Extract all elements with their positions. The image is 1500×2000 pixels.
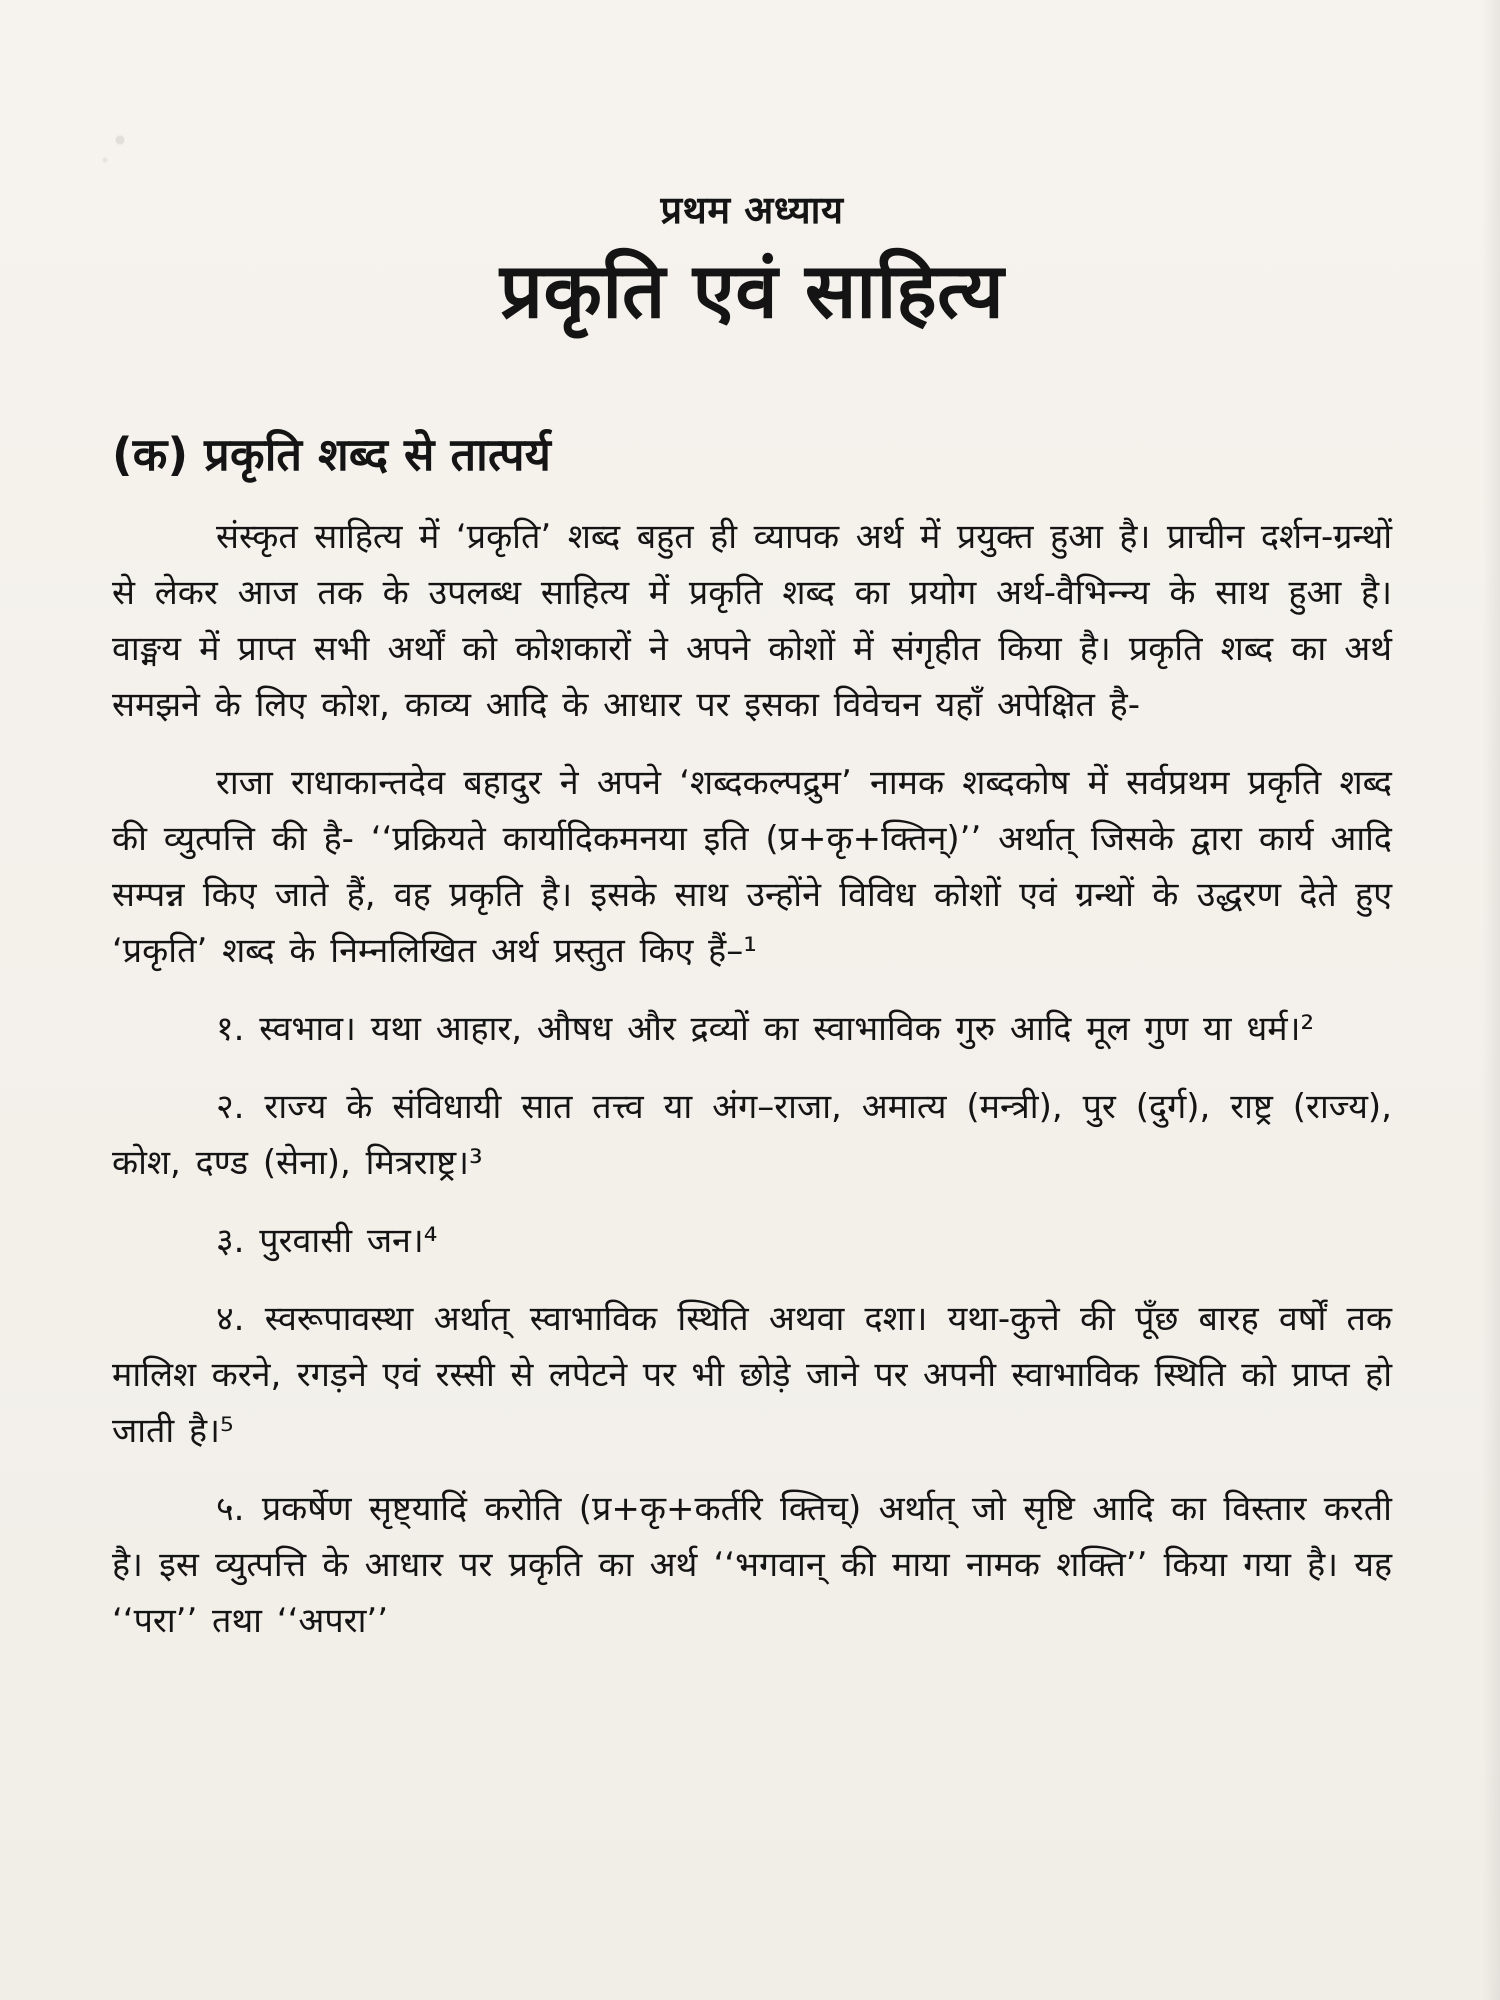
section-heading: (क) प्रकृति शब्द से तात्पर्य [112, 427, 552, 481]
page-edge-shadow [1482, 0, 1500, 2000]
meaning-item-4: ४. स्वरूपावस्था अर्थात् स्वाभाविक स्थिति अथवा दशा। यथा-कुत्ते की पूँछ बारह वर्षों तक मालिश करने, रगड़ने एवं रस्सी से लपेटने पर भी छोड़े जाने पर अपनी स्वाभाविक स्थिति को प्राप्त हो जाती है।⁵ [112, 1299, 1392, 1452]
chapter-label: प्रथम अध्याय [660, 188, 844, 232]
paragraph-intro: संस्कृत साहित्य में ‘प्रकृति’ शब्द बहुत ही व्यापक अर्थ में प्रयुक्त हुआ है। प्राचीन दर्शन-ग्रन्थों से लेकर आज तक के उपलब्ध साहित्य में प्रकृति शब्द का प्रयोग अर्थ-वैभिन्न्य के साथ हुआ है। वाङ्मय में प्राप्त सभी अर्थों को कोशकारों ने अपने कोशों में संगृहीत किया है। प्रकृति शब्द का अर्थ समझने के लिए कोश, काव्य आदि के आधार पर इसका विवेचन यहाँ अपेक्षित है- [112, 517, 1392, 726]
chapter-title: प्रकृति एवं साहित्य [499, 245, 1005, 335]
paragraph-etymology: राजा राधाकान्तदेव बहादुर ने अपने ‘शब्दकल्पद्रुम’ नामक शब्दकोष में सर्वप्रथम प्रकृति शब्द की व्युत्पत्ति की है- ‘‘प्रक्रियते कार्यादिकमनया इति (प्र+कृ+क्तिन्)’’ अर्थात् जिसके द्वारा कार्य आदि सम्पन्न किए जाते हैं, वह प्रकृति है। इसके साथ उन्होंने विविध कोशों एवं ग्रन्थों के उद्धरण देते हुए ‘प्रकृति’ शब्द के निम्नलिखित अर्थ प्रस्तुत किए हैं–¹ [112, 763, 1392, 972]
meaning-item-5: ५. प्रकर्षेण सृष्ट्यादिं करोति (प्र+कृ+कर्तरि क्तिच्) अर्थात् जो सृष्टि आदि का विस्तार करती है। इस व्युत्पत्ति के आधार पर प्रकृति का अर्थ ‘‘भगवान् की माया नामक शक्ति’’ किया गया है। यह ‘‘परा’’ तथा ‘‘अपरा’’ [112, 1489, 1392, 1642]
page-content [112, 190, 1392, 1671]
meaning-item-2: २. राज्य के संविधायी सात तत्त्व या अंग–राजा, अमात्य (मन्त्री), पुर (दुर्ग), राष्ट्र (राज्य), कोश, दण्ड (सेना), मित्रराष्ट्र।³ [112, 1087, 1392, 1184]
meaning-item-1: १. स्वभाव। यथा आहार, औषध और द्रव्यों का स्वाभाविक गुरु आदि मूल गुण या धर्म।² [216, 1009, 1315, 1050]
meaning-item-3: ३. पुरवासी जन।⁴ [216, 1221, 438, 1262]
